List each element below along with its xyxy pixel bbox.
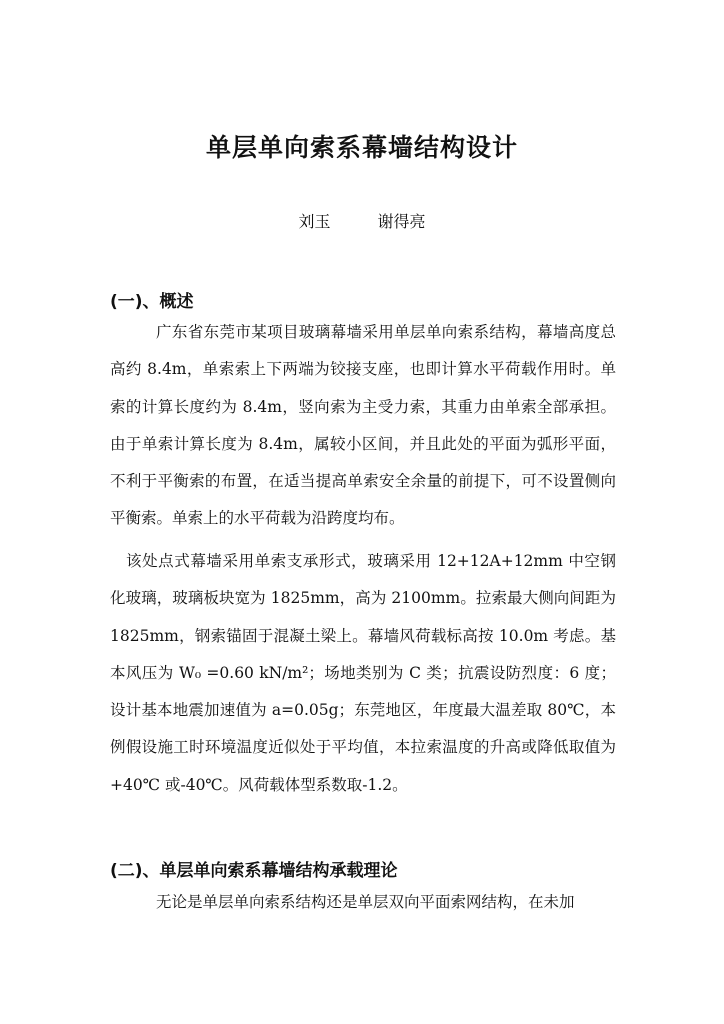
author-name: 谢得亮	[377, 212, 426, 231]
document-title: 单层单向索系幕墙结构设计	[205, 133, 518, 162]
paragraph-design-parameters: 该处点式幕墙采用单索支承形式，玻璃采用 12+12A+12mm 中空钢化玻璃，玻璃板块宽为 1825mm，高为 2100mm。拉索最大侧向间距为 1825mm，钢索锚固于混凝土梁上。幕墙风荷载标高按 10.0m 考虑。基本风压为 W₀ =0.60 kN/m²；场地类别为 C 类；抗震设防烈度：6 度；设计基本地震加速值为 a=0.05g；东莞地区，年度最大温差取 80℃，本例假设施工时环境温度近似处于平均值，本拉索温度的升高或降低取值为+40℃ 或-40℃。风荷载体型系数取-1.2。	[110, 552, 616, 794]
paragraph-overview: 广东省东莞市某项目玻璃幕墙采用单层单向索系结构，幕墙高度总高约 8.4m，单索索上下两端为铰接支座，也即计算水平荷载作用时。单索的计算长度约为 8.4m，竖向索为主受力索，其重力由单索全部承担。由于单索计算长度为 8.4m，属较小区间，并且此处的平面为弧形平面，不利于平衡索的布置，在适当提高单索安全余量的前提下，可不设置侧向平衡索。单索上的水平荷载为沿跨度均布。	[110, 323, 616, 528]
paragraph-theory: 无论是单层单向索系结构还是单层双向平面索网结构，在未加	[156, 893, 575, 911]
section-heading-theory: (二)、单层单向索系幕墙结构承载理论	[110, 861, 398, 881]
author-name: 刘玉	[298, 212, 331, 231]
author-line	[0, 209, 724, 232]
section-heading-overview: (一)、概述	[110, 292, 194, 312]
